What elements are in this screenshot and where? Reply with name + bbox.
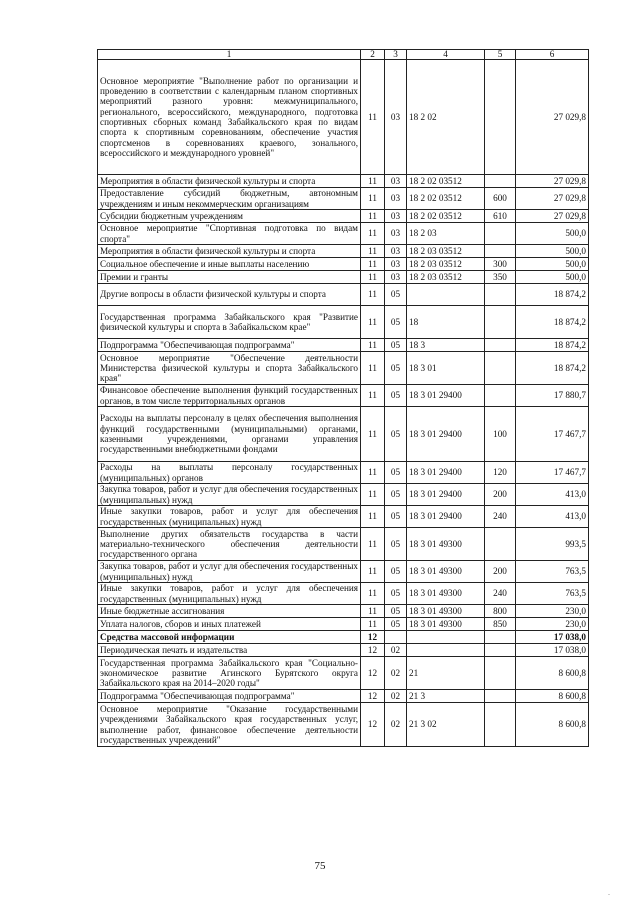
row-amount: 8 600,8 — [516, 657, 589, 690]
row-subsection: 03 — [385, 175, 407, 188]
row-expense-type: 850 — [485, 618, 516, 631]
row-name: Иные закупки товаров, работ и услуг для обеспечения государственных (муниципальных) нужд — [98, 506, 361, 528]
row-section: 12 — [361, 690, 385, 703]
row-target-code: 21 3 02 — [407, 703, 485, 747]
row-name: Подпрограмма "Обеспечивающая подпрограмма" — [98, 339, 361, 352]
table-row — [98, 210, 589, 223]
row-amount: 763,5 — [516, 561, 589, 583]
row-amount: 17 467,7 — [516, 462, 589, 484]
row-target-code: 18 3 01 49300 — [407, 528, 485, 561]
row-subsection: 05 — [385, 528, 407, 561]
row-amount: 8 600,8 — [516, 690, 589, 703]
row-amount: 18 874,2 — [516, 339, 589, 352]
row-target-code: 18 — [407, 306, 485, 339]
row-target-code: 18 3 01 29400 — [407, 484, 485, 506]
row-target-code: 18 2 03 03512 — [407, 271, 485, 284]
row-subsection: 03 — [385, 188, 407, 210]
row-name: Основное мероприятие "Обеспечение деятельности Министерства физической культуры и спорта Забайкальского края" — [98, 352, 361, 385]
table-row — [98, 462, 589, 484]
row-section: 11 — [361, 352, 385, 385]
header-col-3: 3 — [385, 50, 407, 60]
row-section: 11 — [361, 60, 385, 175]
row-section: 11 — [361, 223, 385, 245]
header-col-2: 2 — [361, 50, 385, 60]
row-amount: 413,0 — [516, 484, 589, 506]
row-target-code: 18 2 02 — [407, 60, 485, 175]
row-amount: 500,0 — [516, 223, 589, 245]
row-target-code: 18 3 01 49300 — [407, 605, 485, 618]
row-expense-type: 200 — [485, 484, 516, 506]
row-subsection: 05 — [385, 462, 407, 484]
row-name: Закупка товаров, работ и услуг для обеспечения государственных (муниципальных) нужд — [98, 561, 361, 583]
table-row — [98, 245, 589, 258]
table-row — [98, 561, 589, 583]
header-row — [98, 50, 589, 60]
row-target-code: 21 — [407, 657, 485, 690]
row-amount: 8 600,8 — [516, 703, 589, 747]
row-amount: 17 880,7 — [516, 385, 589, 407]
row-amount: 413,0 — [516, 506, 589, 528]
row-target-code: 18 3 01 29400 — [407, 506, 485, 528]
row-section: 11 — [361, 462, 385, 484]
row-name: Другие вопросы в области физической культуры и спорта — [98, 284, 361, 306]
row-section: 12 — [361, 631, 385, 644]
row-section: 11 — [361, 385, 385, 407]
row-section: 11 — [361, 484, 385, 506]
row-subsection — [385, 631, 407, 644]
row-subsection: 02 — [385, 690, 407, 703]
row-amount: 27 029,8 — [516, 60, 589, 175]
row-subsection: 05 — [385, 484, 407, 506]
row-target-code: 18 3 01 29400 — [407, 407, 485, 462]
row-expense-type: 610 — [485, 210, 516, 223]
row-target-code: 18 3 01 49300 — [407, 561, 485, 583]
row-amount: 27 029,8 — [516, 188, 589, 210]
row-expense-type: 600 — [485, 188, 516, 210]
row-expense-type — [485, 223, 516, 245]
row-amount: 500,0 — [516, 258, 589, 271]
row-expense-type — [485, 528, 516, 561]
row-expense-type — [485, 245, 516, 258]
row-target-code: 18 3 — [407, 339, 485, 352]
table-row — [98, 352, 589, 385]
row-section: 11 — [361, 561, 385, 583]
row-target-code: 21 3 — [407, 690, 485, 703]
scan-mark: . — [608, 888, 610, 897]
row-amount: 230,0 — [516, 605, 589, 618]
row-expense-type — [485, 631, 516, 644]
row-expense-type: 350 — [485, 271, 516, 284]
table-row — [98, 618, 589, 631]
row-section: 11 — [361, 528, 385, 561]
table-row — [98, 583, 589, 605]
row-name: Премии и гранты — [98, 271, 361, 284]
row-subsection: 03 — [385, 258, 407, 271]
table-row — [98, 284, 589, 306]
row-target-code — [407, 644, 485, 657]
table-row — [98, 605, 589, 618]
row-amount: 993,5 — [516, 528, 589, 561]
row-expense-type — [485, 690, 516, 703]
row-expense-type — [485, 352, 516, 385]
row-name: Основное мероприятие "Оказание государственными учреждениями Забайкальского края государственных услуг, выполнение работ, финансовое обеспечение деятельности государственных учреждений" — [98, 703, 361, 747]
row-name: Уплата налогов, сборов и иных платежей — [98, 618, 361, 631]
row-name: Государственная программа Забайкальского края "Социально-экономическое развитие Агинского Бурятского округа Забайкальского края на 2014–2020 годы" — [98, 657, 361, 690]
row-expense-type: 200 — [485, 561, 516, 583]
row-section: 11 — [361, 271, 385, 284]
row-target-code: 18 3 01 29400 — [407, 385, 485, 407]
table-row — [98, 60, 589, 175]
row-section: 11 — [361, 407, 385, 462]
table-row — [98, 306, 589, 339]
table-row — [98, 506, 589, 528]
row-expense-type — [485, 657, 516, 690]
row-section: 11 — [361, 175, 385, 188]
row-expense-type — [485, 644, 516, 657]
row-name: Государственная программа Забайкальского края "Развитие физической культуры и спорта в Забайкальском крае" — [98, 306, 361, 339]
row-target-code: 18 3 01 49300 — [407, 618, 485, 631]
row-amount: 27 029,8 — [516, 175, 589, 188]
row-subsection: 05 — [385, 407, 407, 462]
row-section: 11 — [361, 605, 385, 618]
row-expense-type — [485, 284, 516, 306]
row-subsection: 05 — [385, 352, 407, 385]
row-expense-type: 800 — [485, 605, 516, 618]
row-section: 11 — [361, 188, 385, 210]
header-col-4: 4 — [407, 50, 485, 60]
table-row — [98, 690, 589, 703]
row-section: 11 — [361, 210, 385, 223]
row-section: 11 — [361, 583, 385, 605]
row-expense-type — [485, 60, 516, 175]
row-expense-type: 240 — [485, 583, 516, 605]
row-subsection: 05 — [385, 506, 407, 528]
row-amount: 18 874,2 — [516, 284, 589, 306]
row-section: 12 — [361, 703, 385, 747]
row-expense-type — [485, 385, 516, 407]
row-subsection: 05 — [385, 284, 407, 306]
row-expense-type — [485, 306, 516, 339]
page-number: 75 — [314, 860, 326, 872]
row-subsection: 05 — [385, 618, 407, 631]
table-row — [98, 188, 589, 210]
row-name: Предоставление субсидий бюджетным, автономным учреждениям и иным некоммерческим организациям — [98, 188, 361, 210]
row-amount: 500,0 — [516, 245, 589, 258]
row-name: Финансовое обеспечение выполнения функций государственных органов, в том числе территориальных органов — [98, 385, 361, 407]
table-row — [98, 271, 589, 284]
row-name: Иные бюджетные ассигнования — [98, 605, 361, 618]
row-name: Средства массовой информации — [98, 631, 361, 644]
row-subsection: 03 — [385, 223, 407, 245]
row-amount: 17 038,0 — [516, 631, 589, 644]
row-expense-type — [485, 175, 516, 188]
row-subsection: 03 — [385, 60, 407, 175]
row-subsection: 05 — [385, 385, 407, 407]
row-section: 12 — [361, 657, 385, 690]
row-subsection: 05 — [385, 306, 407, 339]
table-row — [98, 644, 589, 657]
row-name: Мероприятия в области физической культуры и спорта — [98, 245, 361, 258]
row-amount: 17 038,0 — [516, 644, 589, 657]
table-row — [98, 258, 589, 271]
row-section: 11 — [361, 258, 385, 271]
row-target-code: 18 2 03 03512 — [407, 245, 485, 258]
row-subsection: 03 — [385, 210, 407, 223]
row-section: 11 — [361, 618, 385, 631]
table-row — [98, 657, 589, 690]
row-amount: 18 874,2 — [516, 306, 589, 339]
row-expense-type: 100 — [485, 407, 516, 462]
row-expense-type — [485, 339, 516, 352]
table-row — [98, 703, 589, 747]
row-subsection: 05 — [385, 339, 407, 352]
row-amount: 17 467,7 — [516, 407, 589, 462]
row-target-code: 18 2 02 03512 — [407, 210, 485, 223]
header-col-1: 1 — [98, 50, 361, 60]
row-target-code: 18 3 01 49300 — [407, 583, 485, 605]
row-subsection: 05 — [385, 583, 407, 605]
table-row — [98, 175, 589, 188]
table-row — [98, 484, 589, 506]
row-amount: 230,0 — [516, 618, 589, 631]
row-target-code: 18 3 01 — [407, 352, 485, 385]
row-name: Субсидии бюджетным учреждениям — [98, 210, 361, 223]
row-subsection: 05 — [385, 561, 407, 583]
row-name: Расходы на выплаты персоналу государственных (муниципальных) органов — [98, 462, 361, 484]
row-expense-type — [485, 703, 516, 747]
row-target-code: 18 2 03 03512 — [407, 258, 485, 271]
row-section: 11 — [361, 506, 385, 528]
row-name: Подпрограмма "Обеспечивающая подпрограмма" — [98, 690, 361, 703]
row-section: 11 — [361, 306, 385, 339]
row-name: Иные закупки товаров, работ и услуг для обеспечения государственных (муниципальных) нужд — [98, 583, 361, 605]
row-subsection: 03 — [385, 271, 407, 284]
row-name: Основное мероприятие "Спортивная подготовка по видам спорта" — [98, 223, 361, 245]
row-amount: 27 029,8 — [516, 210, 589, 223]
row-name: Расходы на выплаты персоналу в целях обеспечения выполнения функций государственными (муниципальными) органами, казенными учреждениями, органами управления государственными внебюджетными фондами — [98, 407, 361, 462]
table-row — [98, 223, 589, 245]
row-name: Периодическая печать и издательства — [98, 644, 361, 657]
table-row — [98, 631, 589, 644]
row-expense-type: 300 — [485, 258, 516, 271]
row-name: Мероприятия в области физической культуры и спорта — [98, 175, 361, 188]
row-subsection: 02 — [385, 644, 407, 657]
row-expense-type: 240 — [485, 506, 516, 528]
row-target-code — [407, 284, 485, 306]
row-section: 11 — [361, 339, 385, 352]
budget-table-body — [98, 50, 589, 747]
table-row — [98, 385, 589, 407]
row-section: 12 — [361, 644, 385, 657]
header-col-5: 5 — [485, 50, 516, 60]
row-target-code: 18 2 02 03512 — [407, 188, 485, 210]
table-row — [98, 528, 589, 561]
table-row — [98, 407, 589, 462]
row-subsection: 02 — [385, 657, 407, 690]
row-target-code: 18 2 02 03512 — [407, 175, 485, 188]
row-subsection: 02 — [385, 703, 407, 747]
budget-table — [97, 49, 589, 747]
row-target-code: 18 2 03 — [407, 223, 485, 245]
row-name: Выполнение других обязательств государства в части материально-технического обеспечения деятельности государственного органа — [98, 528, 361, 561]
row-target-code: 18 3 01 29400 — [407, 462, 485, 484]
table-row — [98, 339, 589, 352]
row-amount: 763,5 — [516, 583, 589, 605]
row-amount: 500,0 — [516, 271, 589, 284]
header-col-6: 6 — [516, 50, 589, 60]
row-expense-type: 120 — [485, 462, 516, 484]
row-name: Закупка товаров, работ и услуг для обеспечения государственных (муниципальных) нужд — [98, 484, 361, 506]
row-amount: 18 874,2 — [516, 352, 589, 385]
row-subsection: 05 — [385, 605, 407, 618]
row-subsection: 03 — [385, 245, 407, 258]
row-target-code — [407, 631, 485, 644]
row-name: Социальное обеспечение и иные выплаты населению — [98, 258, 361, 271]
row-section: 11 — [361, 245, 385, 258]
row-section: 11 — [361, 284, 385, 306]
row-name: Основное мероприятие "Выполнение работ по организации и проведению в соответствии с календарным планом спортивных мероприятий разного уровня: межмуниципального, регионального, всероссийского, международного, подготовка спортивных сборных команд Забайкальского края по видам спорта к спортивным соревнованиям, обеспечение участия спортсменов в соревнованиях краевого, зонального, всероссийского и международного уровней" — [98, 60, 361, 175]
